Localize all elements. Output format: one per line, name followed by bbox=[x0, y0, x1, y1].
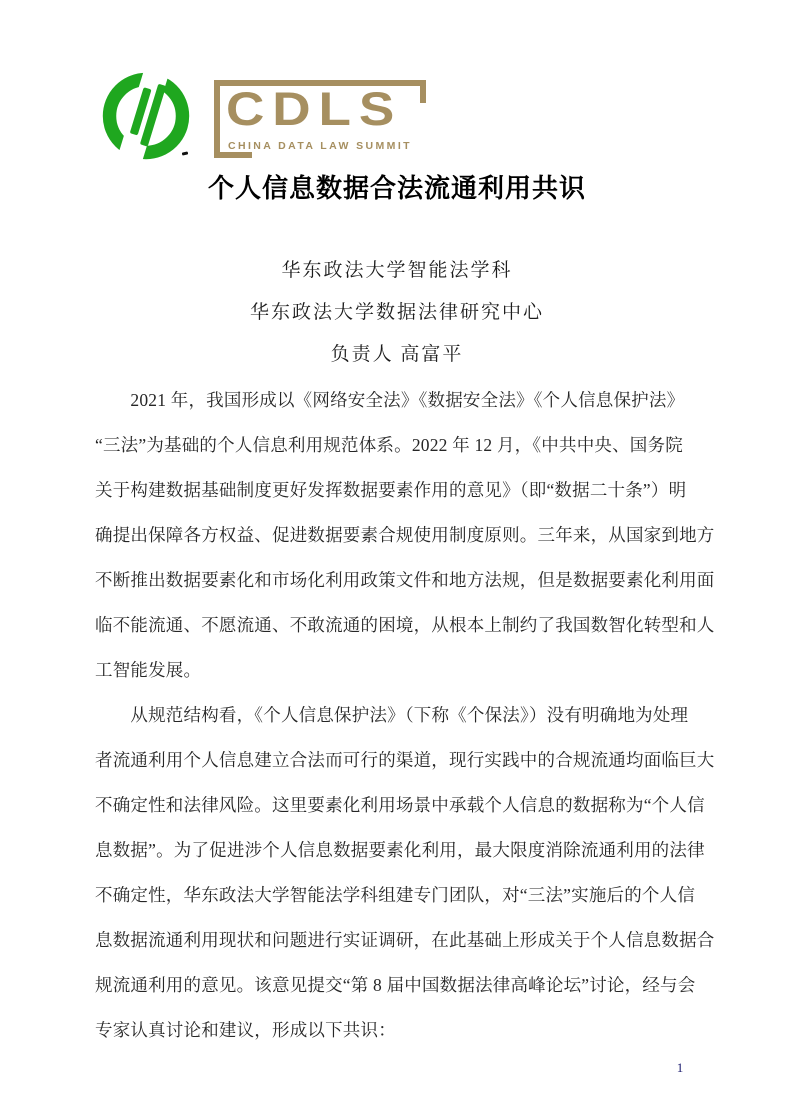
page-number: 1 bbox=[676, 1060, 684, 1075]
header-logos bbox=[98, 66, 518, 166]
body-line: 从规范结构看，《个人信息保护法》（下称《个保法》）没有明确地为处理 bbox=[95, 705, 689, 725]
cdls-frame-bottom bbox=[214, 152, 252, 158]
body-line: 关于构建数据基础制度更好发挥数据要素作用的意见》（即“数据二十条”）明 bbox=[95, 480, 687, 500]
cdls-acronym: CDLS bbox=[226, 82, 403, 135]
cdls-frame-right bbox=[420, 80, 426, 103]
university-logo-icon bbox=[98, 68, 194, 164]
byline-leader: 负责人 高富平 bbox=[330, 344, 464, 365]
body-line: 确提出保障各方权益、促进数据要素合规使用制度原则。三年来，从国家到地方 bbox=[95, 525, 715, 545]
body-line: “三法”为基础的个人信息利用规范体系。2022 年 12 月，《中共中央、国务院 bbox=[95, 435, 683, 455]
body-line: 规流通利用的意见。该意见提交“第 8 届中国数据法律高峰论坛”讨论，经与会 bbox=[95, 975, 696, 995]
document-body bbox=[95, 378, 735, 1053]
body-line: 者流通利用个人信息建立合法而可行的渠道，现行实践中的合规流通均面临巨大 bbox=[95, 750, 715, 770]
body-line: 不确定性和法律风险。这里要素化利用场景中承载个人信息的数据称为“个人信 bbox=[95, 795, 705, 815]
body-line: 专家认真讨论和建议，形成以下共识： bbox=[95, 1020, 396, 1040]
cdls-caption: CHINA DATA LAW SUMMIT bbox=[228, 140, 412, 152]
byline bbox=[0, 250, 794, 376]
cdls-logo bbox=[214, 80, 426, 158]
body-line: 不断推出数据要素化和市场化利用政策文件和地方法规，但是数据要素化利用面 bbox=[95, 570, 715, 590]
document-title: 个人信息数据合法流通利用共识 bbox=[207, 173, 586, 203]
byline-affiliation-1: 华东政法大学智能法学科 bbox=[281, 260, 513, 281]
body-line: 临不能流通、不愿流通、不敢流通的困境，从根本上制约了我国数智化转型和人 bbox=[95, 615, 715, 635]
body-line: 息数据流通利用现状和问题进行实证调研，在此基础上形成关于个人信息数据合 bbox=[95, 930, 715, 950]
body-line: 工智能发展。 bbox=[95, 660, 202, 680]
body-line: 息数据”。为了促进涉个人信息数据要素化利用，最大限度消除流通利用的法律 bbox=[95, 840, 705, 860]
cdls-frame-left bbox=[214, 80, 220, 158]
body-line: 2021 年，我国形成以《网络安全法》《数据安全法》《个人信息保护法》 bbox=[95, 390, 685, 410]
body-line: 不确定性，华东政法大学智能法学科组建专门团队，对“三法”实施后的个人信 bbox=[95, 885, 696, 905]
byline-affiliation-2: 华东政法大学数据法律研究中心 bbox=[249, 302, 544, 323]
